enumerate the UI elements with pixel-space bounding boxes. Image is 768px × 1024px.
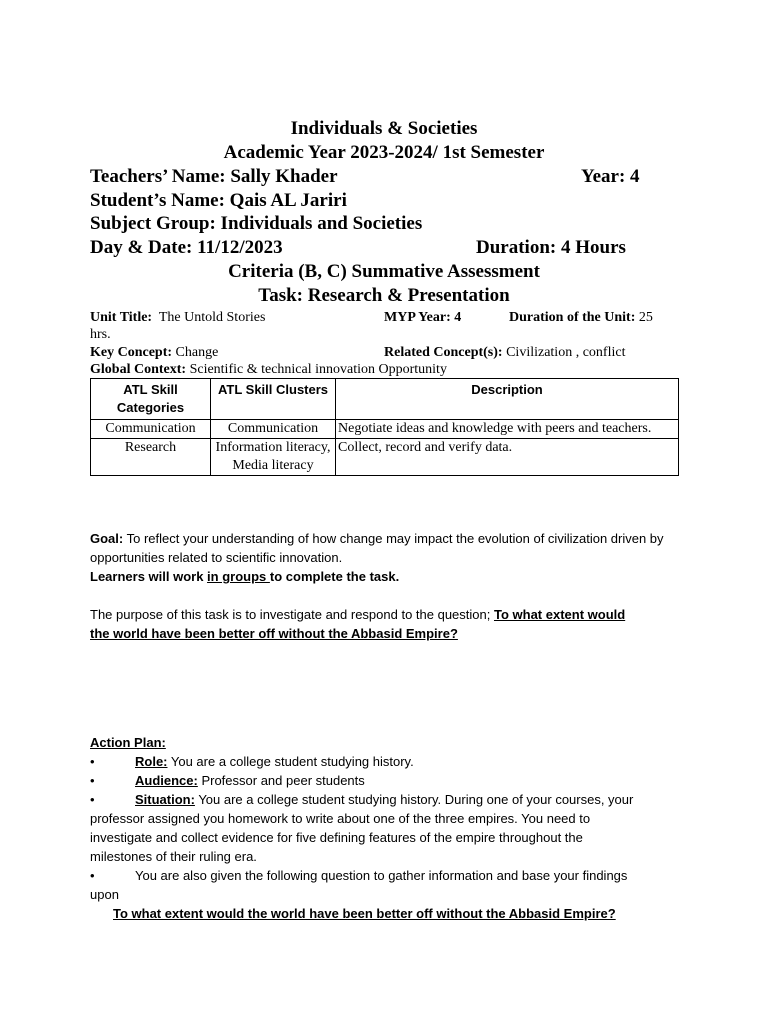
situation-text-line3: investigate and collect evidence for five defining features of the empire throughout the bbox=[90, 830, 583, 845]
unit-title bbox=[90, 309, 265, 326]
goal-label: Goal: bbox=[90, 531, 124, 546]
goal-paragraph bbox=[90, 529, 690, 567]
table-cell: Negotiate ideas and knowledge with peers and teachers. bbox=[336, 420, 679, 439]
audience-item bbox=[135, 771, 365, 790]
related-concepts-label: Related Concept(s): bbox=[384, 345, 503, 360]
audience-label: Audience: bbox=[135, 773, 198, 788]
given-question-continued: upon bbox=[90, 887, 119, 902]
bullet: • bbox=[90, 792, 95, 807]
duration-label: Duration: 4 Hours bbox=[476, 237, 626, 258]
unit-duration bbox=[509, 309, 653, 326]
role-item bbox=[135, 752, 414, 771]
atl-skills-table bbox=[90, 378, 679, 476]
key-concept bbox=[90, 344, 218, 361]
situation-item bbox=[135, 790, 633, 809]
key-concept-value: Change bbox=[175, 345, 219, 360]
teacher-name: Teachers’ Name: Sally Khader bbox=[90, 166, 338, 187]
myp-year-label: MYP Year: 4 bbox=[384, 310, 462, 325]
role-text: You are a college student studying history. bbox=[167, 754, 414, 769]
groups-pre: Learners will work bbox=[90, 569, 208, 584]
myp-year bbox=[384, 309, 461, 326]
academic-year-heading: Academic Year 2023-2024/ 1st Semester bbox=[223, 142, 545, 163]
global-context-value: Scientific & technical innovation Opportunity bbox=[189, 362, 447, 377]
purpose-paragraph bbox=[90, 605, 710, 624]
groups-line bbox=[90, 567, 690, 586]
goal-text: To reflect your understanding of how change may impact the evolution of civilization driven by opportunities related to scientific innovation. bbox=[90, 531, 664, 565]
year-label: Year: 4 bbox=[581, 166, 640, 187]
task-heading: Task: Research & Presentation bbox=[258, 285, 510, 306]
groups-underlined: in groups bbox=[207, 569, 270, 584]
table-cell: Collect, record and verify data. bbox=[336, 439, 679, 476]
unit-duration-value: 25 bbox=[638, 310, 653, 325]
situation-text-line4: milestones of their ruling era. bbox=[90, 849, 257, 864]
table-cell: Communication bbox=[91, 420, 211, 439]
purpose-question-part2: the world have been better off without the Abbasid Empire? bbox=[90, 626, 458, 641]
subject-group: Subject Group: Individuals and Societies bbox=[90, 213, 423, 234]
final-question: To what extent would the world have been better off without the Abbasid Empire? bbox=[113, 906, 616, 921]
related-concepts bbox=[384, 344, 625, 361]
subject-heading: Individuals & Societies bbox=[290, 118, 478, 139]
table-header-cell: ATL Skill Categories bbox=[91, 379, 211, 420]
table-header-row bbox=[91, 379, 679, 420]
table-header-cell: Description bbox=[336, 379, 679, 420]
unit-duration-label: Duration of the Unit: bbox=[509, 310, 636, 325]
action-plan-title: Action Plan: bbox=[90, 735, 166, 750]
table-cell: Communication bbox=[211, 420, 336, 439]
criteria-heading: Criteria (B, C) Summative Assessment bbox=[228, 261, 540, 282]
groups-post: to complete the task. bbox=[269, 569, 400, 584]
unit-duration-continued: hrs. bbox=[90, 327, 111, 342]
unit-title-label: Unit Title: bbox=[90, 310, 153, 325]
table-cell: Information literacy, Media literacy bbox=[211, 439, 336, 476]
role-label: Role: bbox=[135, 754, 168, 769]
table-row bbox=[91, 439, 679, 476]
table-row bbox=[91, 420, 679, 439]
related-concepts-value: Civilization , conflict bbox=[506, 345, 626, 360]
situation-label: Situation: bbox=[135, 792, 195, 807]
global-context-label: Global Context: bbox=[90, 362, 187, 377]
bullet: • bbox=[90, 773, 95, 788]
unit-title-value: The Untold Stories bbox=[158, 310, 266, 325]
situation-text-line2: professor assigned you homework to write about one of the three empires. You need to bbox=[90, 811, 591, 826]
situation-text-line1: You are a college student studying history. During one of your courses, your bbox=[194, 792, 634, 807]
purpose-question-part1: To what extent would bbox=[493, 607, 626, 622]
student-name: Student’s Name: Qais AL Jariri bbox=[90, 190, 347, 211]
table-cell: Research bbox=[91, 439, 211, 476]
audience-text: Professor and peer students bbox=[197, 773, 365, 788]
given-question-item: You are also given the following question to gather information and base your findings bbox=[135, 868, 628, 883]
key-concept-label: Key Concept: bbox=[90, 345, 173, 360]
bullet: • bbox=[90, 868, 95, 883]
purpose-text: The purpose of this task is to investigate and respond to the question; bbox=[90, 607, 494, 622]
day-date: Day & Date: 11/12/2023 bbox=[90, 237, 283, 258]
table-header-cell: ATL Skill Clusters bbox=[211, 379, 336, 420]
bullet: • bbox=[90, 754, 95, 769]
global-context bbox=[90, 361, 447, 378]
